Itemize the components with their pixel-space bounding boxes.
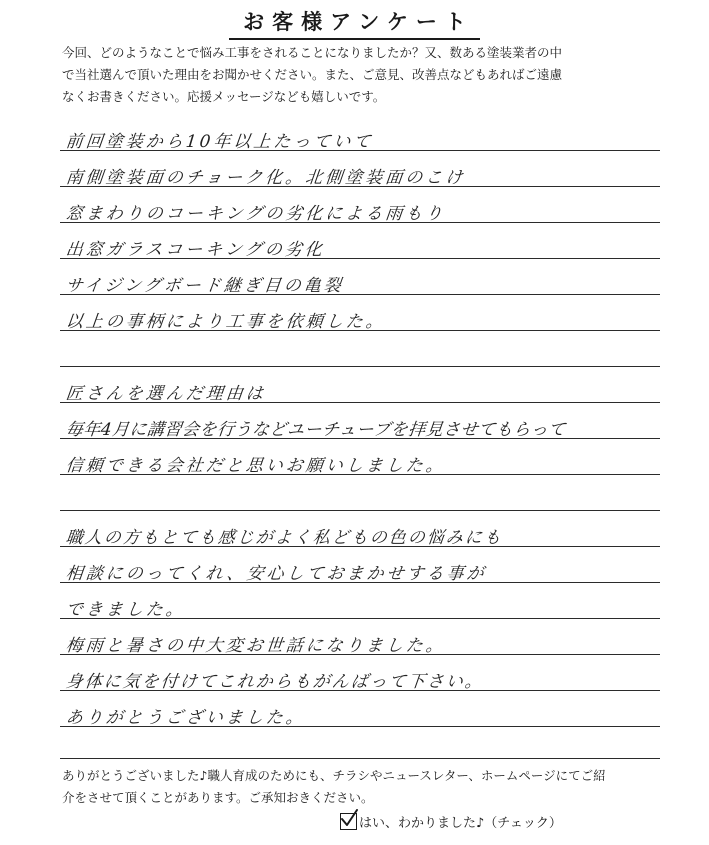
handwritten-line: 匠さんを選んだ理由は (64, 384, 267, 404)
ruled-line (60, 510, 660, 511)
handwritten-line: 信頼できる会社だと思いお願いしました。 (64, 456, 447, 476)
handwritten-line: 梅雨と暑さの中大変お世話になりました。 (64, 636, 447, 656)
consent-row[interactable] (340, 812, 562, 831)
handwritten-line: 南側塗装面のチョーク化。北側塗装面のこけ (64, 168, 467, 188)
intro-line: なくお書きください。応援メッセージなども嬉しいです。 (62, 89, 386, 104)
intro-paragraph (62, 42, 662, 108)
intro-line: で当社選んで頂いた理由をお聞かせください。また、ご意見、改善点などもあればご遠慮 (62, 67, 563, 82)
handwritten-line: 窓まわりのコーキングの劣化による雨もり (64, 204, 447, 224)
survey-title (0, 6, 709, 40)
consent-label: はい、わかりました♪（チェック） (359, 816, 562, 831)
intro-line: 今回、どのようなことで悩み工事をされることになりましたか？又、数ある塗装業者の中 (62, 45, 563, 60)
handwritten-line: 前回塗装から10年以上たっていて (64, 132, 375, 152)
handwritten-line: 相談にのってくれ、安心しておまかせする事が (64, 564, 488, 584)
handwritten-line: 毎年4月に講習会を行うなどユーチューブを拝見させてもらって (64, 420, 567, 440)
survey-title-text: お客様アンケート (229, 6, 480, 40)
footer-line: 介をさせて頂くことがあります。ご承知おきください。 (62, 790, 374, 805)
footer-line: ありがとうございました♪職人育成のためにも、チラシやニュースレター、ホームページにてご紹 (62, 768, 606, 783)
handwritten-line: ありがとうございました。 (64, 708, 307, 728)
handwritten-line: 出窓ガラスコーキングの劣化 (64, 240, 326, 260)
handwritten-line: できました。 (64, 600, 187, 620)
handwritten-line: 以上の事柄により工事を依頼した。 (64, 312, 387, 332)
footer-notice (62, 765, 682, 809)
ruled-line (60, 758, 660, 759)
consent-checkbox[interactable] (340, 813, 357, 830)
handwritten-line: 身体に気を付けてこれからもがんばって下さい。 (64, 672, 485, 692)
handwritten-line: サイジングボード継ぎ目の亀裂 (64, 276, 345, 296)
checkmark-icon (339, 808, 359, 828)
ruled-line (60, 366, 660, 367)
handwritten-line: 職人の方もとても感じがよく私どもの色の悩みにも (64, 528, 504, 548)
